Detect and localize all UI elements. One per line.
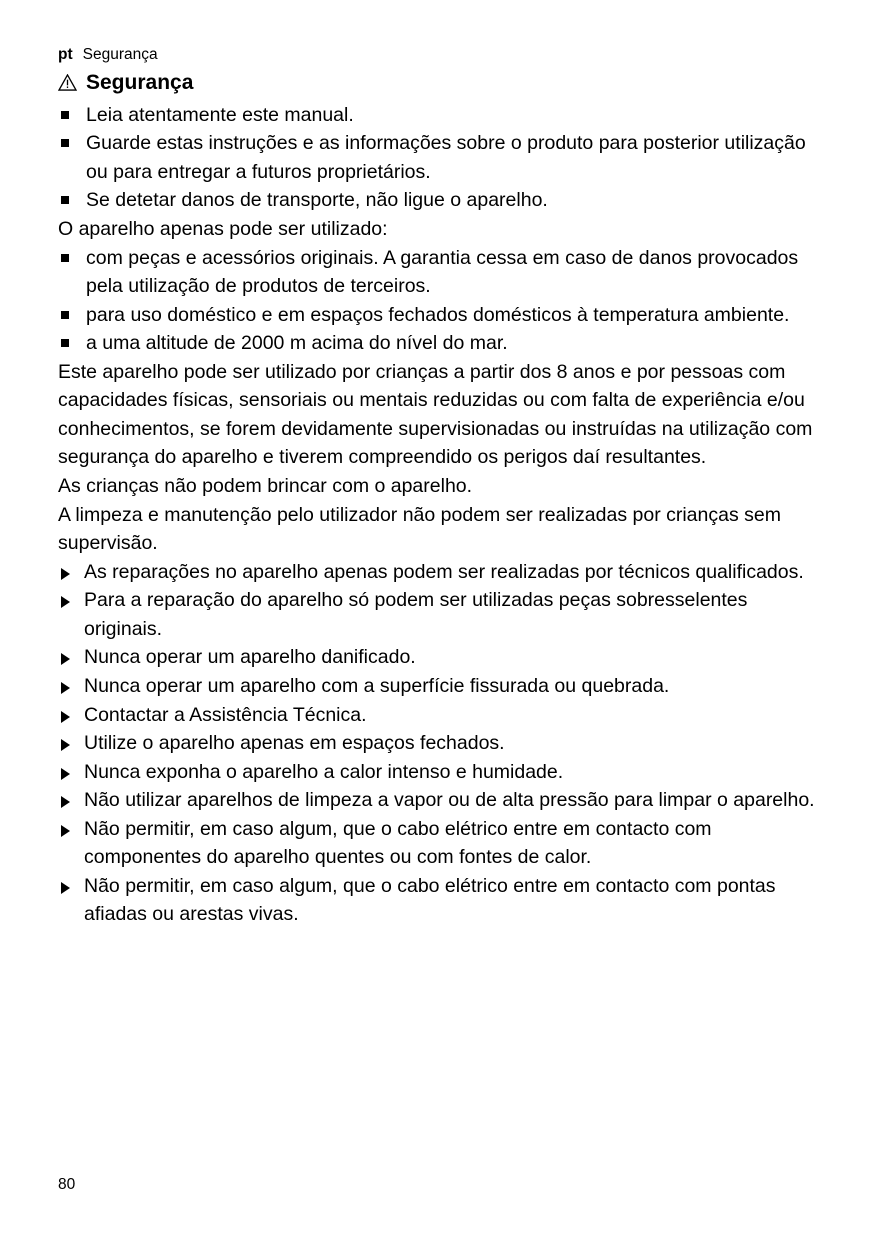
triangle-bullet-icon (61, 739, 70, 751)
square-bullet-icon (61, 311, 69, 319)
list-item-text: Não permitir, em caso algum, que o cabo elétrico entre em contacto com pontas afiadas ou arestas vivas. (84, 874, 776, 926)
section-title: Segurança (86, 70, 194, 94)
triangle-bullet-icon (61, 882, 70, 894)
triangle-bullet-icon (61, 711, 70, 723)
list-item-text: para uso doméstico e em espaços fechados domésticos à temperatura ambiente. (86, 303, 790, 326)
list-item-text: Nunca operar um aparelho com a superfície fissurada ou quebrada. (84, 674, 670, 697)
square-bullet-icon (61, 339, 69, 347)
triangle-bullet-icon (61, 768, 70, 780)
list-item (58, 643, 817, 672)
list-item-text: Se detetar danos de transporte, não ligue o aparelho. (86, 189, 548, 212)
list-item (58, 129, 817, 186)
list-item (58, 786, 817, 815)
triangle-bullet-icon (61, 596, 70, 608)
list-item (58, 244, 817, 301)
triangle-bullet-icon (61, 653, 70, 665)
list-item-text: As reparações no aparelho apenas podem ser realizadas por técnicos qualificados. (84, 560, 804, 583)
safety-list-general (58, 101, 817, 215)
square-bullet-icon (61, 139, 69, 147)
square-bullet-icon (61, 111, 69, 119)
list-item (58, 729, 817, 758)
safety-list-instructions (58, 558, 817, 929)
header-language: pt (58, 46, 73, 63)
list-item-text: Utilize o aparelho apenas em espaços fechados. (84, 732, 505, 755)
paragraph-children-use: Este aparelho pode ser utilizado por crianças a partir dos 8 anos e por pessoas com capacidades físicas, sensoriais ou mentais reduzidas ou com falta de experiência e/ou conhecimentos, se forem devidamente supervisionadas ou instruídas na utilização com segurança do aparelho e tiverem compreendido os perigos daí resultantes. (58, 360, 813, 469)
section-heading (58, 71, 817, 95)
list-item (58, 329, 817, 358)
triangle-bullet-icon (61, 825, 70, 837)
list-item (58, 758, 817, 787)
list-item (58, 872, 817, 929)
square-bullet-icon (61, 254, 69, 262)
list-item-text: a uma altitude de 2000 m acima do nível do mar. (86, 332, 508, 355)
list-item (58, 672, 817, 701)
list-item-text: Nunca operar um aparelho danificado. (84, 646, 416, 669)
list-item-text: Não permitir, em caso algum, que o cabo elétrico entre em contacto com componentes do aparelho quentes ou com fontes de calor. (84, 817, 712, 869)
list-item-text: Leia atentamente este manual. (86, 103, 354, 126)
list-item (58, 701, 817, 730)
list-item-text: Não utilizar aparelhos de limpeza a vapor ou de alta pressão para limpar o aparelho. (84, 789, 815, 812)
page-number: 80 (58, 1176, 76, 1194)
list-item-text: Contactar a Assistência Técnica. (84, 703, 367, 726)
triangle-bullet-icon (61, 682, 70, 694)
header-chapter: Segurança (82, 46, 158, 63)
list-item (58, 586, 817, 643)
safety-list-usage (58, 244, 817, 358)
intro-usage-text: O aparelho apenas pode ser utilizado: (58, 217, 388, 240)
list-item (58, 558, 817, 587)
triangle-bullet-icon (61, 796, 70, 808)
list-item (58, 301, 817, 330)
paragraph-children-play: As crianças não podem brincar com o aparelho. (58, 475, 473, 498)
warning-triangle-icon (58, 74, 77, 91)
square-bullet-icon (61, 196, 69, 204)
list-item-text: Para a reparação do aparelho só podem ser utilizadas peças sobresselentes originais. (84, 589, 748, 640)
list-item-text: com peças e acessórios originais. A garantia cessa em caso de danos provocados pela utilização de produtos de terceiros. (86, 246, 799, 298)
list-item (58, 186, 817, 215)
page-header (58, 46, 817, 65)
list-item (58, 101, 817, 130)
list-item (58, 815, 817, 872)
triangle-bullet-icon (61, 568, 70, 580)
paragraph-cleaning: A limpeza e manutenção pelo utilizador não podem ser realizadas por crianças sem supervisão. (58, 503, 781, 555)
list-item-text: Nunca exponha o aparelho a calor intenso e humidade. (84, 760, 564, 783)
list-item-text: Guarde estas instruções e as informações sobre o produto para posterior utilização ou para entregar a futuros proprietários. (86, 132, 806, 183)
